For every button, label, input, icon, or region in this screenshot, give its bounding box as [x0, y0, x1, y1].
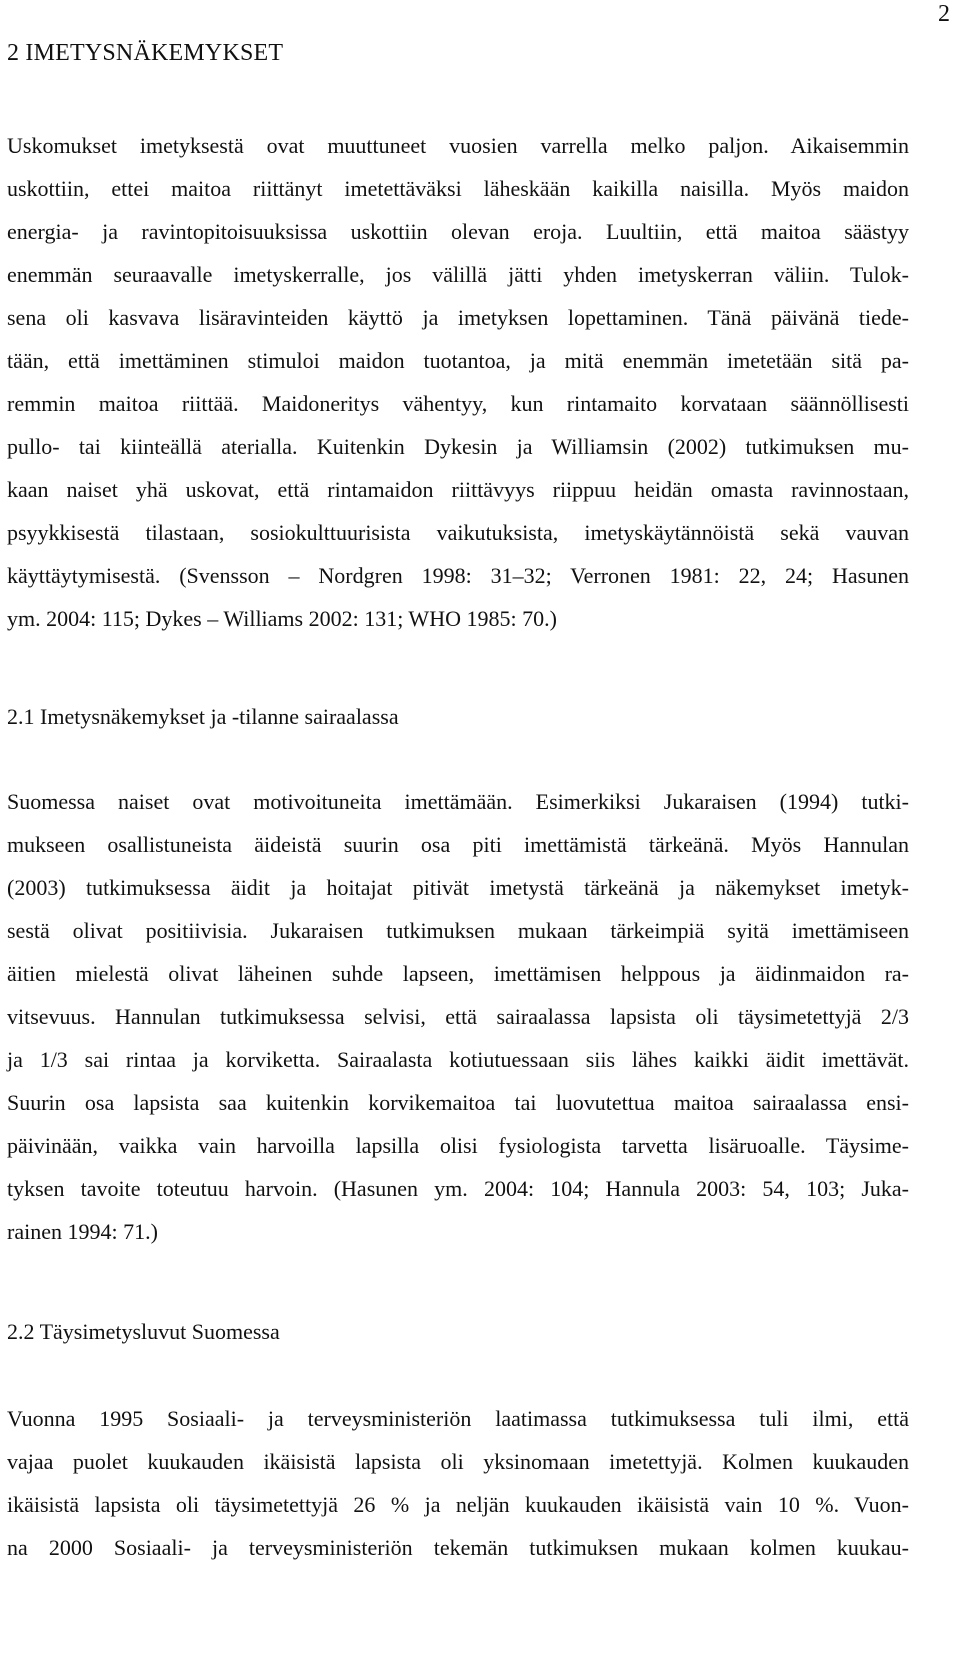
paragraph-hospital	[7, 780, 909, 1253]
paragraph-line: mukseen osallistuneista äideistä suurin osa piti imettämistä tärkeänä. Myös Hannulan	[7, 832, 909, 857]
paragraph-statistics	[7, 1397, 909, 1569]
paragraph-line: Suomessa naiset ovat motivoituneita imettämään. Esimerkiksi Jukaraisen (1994) tutki-	[7, 789, 909, 814]
paragraph-line: na 2000 Sosiaali- ja terveysministeriön tekemän tutkimuksen mukaan kolmen kuukau-	[7, 1535, 909, 1560]
paragraph-line: uskottiin, ettei maitoa riittänyt imetettäväksi läheskään kaikilla naisilla. Myös maidon	[7, 176, 909, 201]
paragraph-line: ja 1/3 sai rintaa ja korviketta. Sairaalasta kotiutuessaan siis lähes kaikki äidit imettävät.	[7, 1047, 909, 1072]
paragraph-line: äitien mielestä olivat läheinen suhde lapseen, imettämisen helppous ja äidinmaidon ra-	[7, 961, 909, 986]
paragraph-line: ym. 2004: 115; Dykes – Williams 2002: 131; WHO 1985: 70.)	[7, 606, 557, 631]
chapter-heading: 2 IMETYSNÄKEMYKSET	[7, 40, 284, 66]
paragraph-line: (2003) tutkimuksessa äidit ja hoitajat pitivät imetystä tärkeänä ja näkemykset imetyk-	[7, 875, 909, 900]
paragraph-line: pullo- tai kiinteällä aterialla. Kuitenkin Dykesin ja Williamsin (2002) tutkimuksen mu-	[7, 434, 909, 459]
paragraph-line: tyksen tavoite toteutuu harvoin. (Hasunen ym. 2004: 104; Hannula 2003: 54, 103; Juka-	[7, 1176, 909, 1201]
paragraph-line: energia- ja ravintopitoisuuksissa uskottiin olevan eroja. Luultiin, että maitoa säästyy	[7, 219, 909, 244]
page-number: 2	[938, 1, 950, 27]
paragraph-line: sestä olivat positiivisia. Jukaraisen tutkimuksen mukaan tärkeimpiä syitä imettämiseen	[7, 918, 909, 943]
section-heading-2-2: 2.2 Täysimetysluvut Suomessa	[7, 1319, 280, 1344]
paragraph-line: rainen 1994: 71.)	[7, 1219, 158, 1244]
paragraph-line: Suurin osa lapsista saa kuitenkin korvikemaitoa tai luovutettua maitoa sairaalassa ensi-	[7, 1090, 909, 1115]
section-heading-2-1: 2.1 Imetysnäkemykset ja -tilanne sairaalassa	[7, 704, 399, 729]
paragraph-line: enemmän seuraavalle imetyskerralle, jos välillä jätti yhden imetyskerran väliin. Tulok-	[7, 262, 909, 287]
paragraph-line: remmin maitoa riittää. Maidoneritys vähentyy, kun rintamaito korvataan säännöllisesti	[7, 391, 909, 416]
paragraph-line: Uskomukset imetyksestä ovat muuttuneet vuosien varrella melko paljon. Aikaisemmin	[7, 133, 909, 158]
paragraph-intro	[7, 124, 909, 640]
paragraph-line: vitsevuus. Hannulan tutkimuksessa selvisi, että sairaalassa lapsista oli täysimetettyjä 2/3	[7, 1004, 909, 1029]
paragraph-line: tään, että imettäminen stimuloi maidon tuotantoa, ja mitä enemmän imetetään sitä pa-	[7, 348, 909, 373]
paragraph-line: vajaa puolet kuukauden ikäisistä lapsista oli yksinomaan imetettyjä. Kolmen kuukauden	[7, 1449, 909, 1474]
paragraph-line: käyttäytymisestä. (Svensson – Nordgren 1998: 31–32; Verronen 1981: 22, 24; Hasunen	[7, 563, 909, 588]
paragraph-line: päivinään, vaikka vain harvoilla lapsilla olisi fysiologista tarvetta lisäruoalle. Täysime-	[7, 1133, 909, 1158]
paragraph-line: psyykkisestä tilastaan, sosiokulttuurisista vaikutuksista, imetyskäytännöistä sekä vauvan	[7, 520, 909, 545]
paragraph-line: sena oli kasvava lisäravinteiden käyttö ja imetyksen lopettaminen. Tänä päivänä tiede-	[7, 305, 909, 330]
paragraph-line: kaan naiset yhä uskovat, että rintamaidon riittävyys riippuu heidän omasta ravinnostaan,	[7, 477, 909, 502]
paragraph-line: ikäisistä lapsista oli täysimetettyjä 26 % ja neljän kuukauden ikäisistä vain 10 %. Vuon-	[7, 1492, 909, 1517]
paragraph-line: Vuonna 1995 Sosiaali- ja terveysministeriön laatimassa tutkimuksessa tuli ilmi, että	[7, 1406, 909, 1431]
